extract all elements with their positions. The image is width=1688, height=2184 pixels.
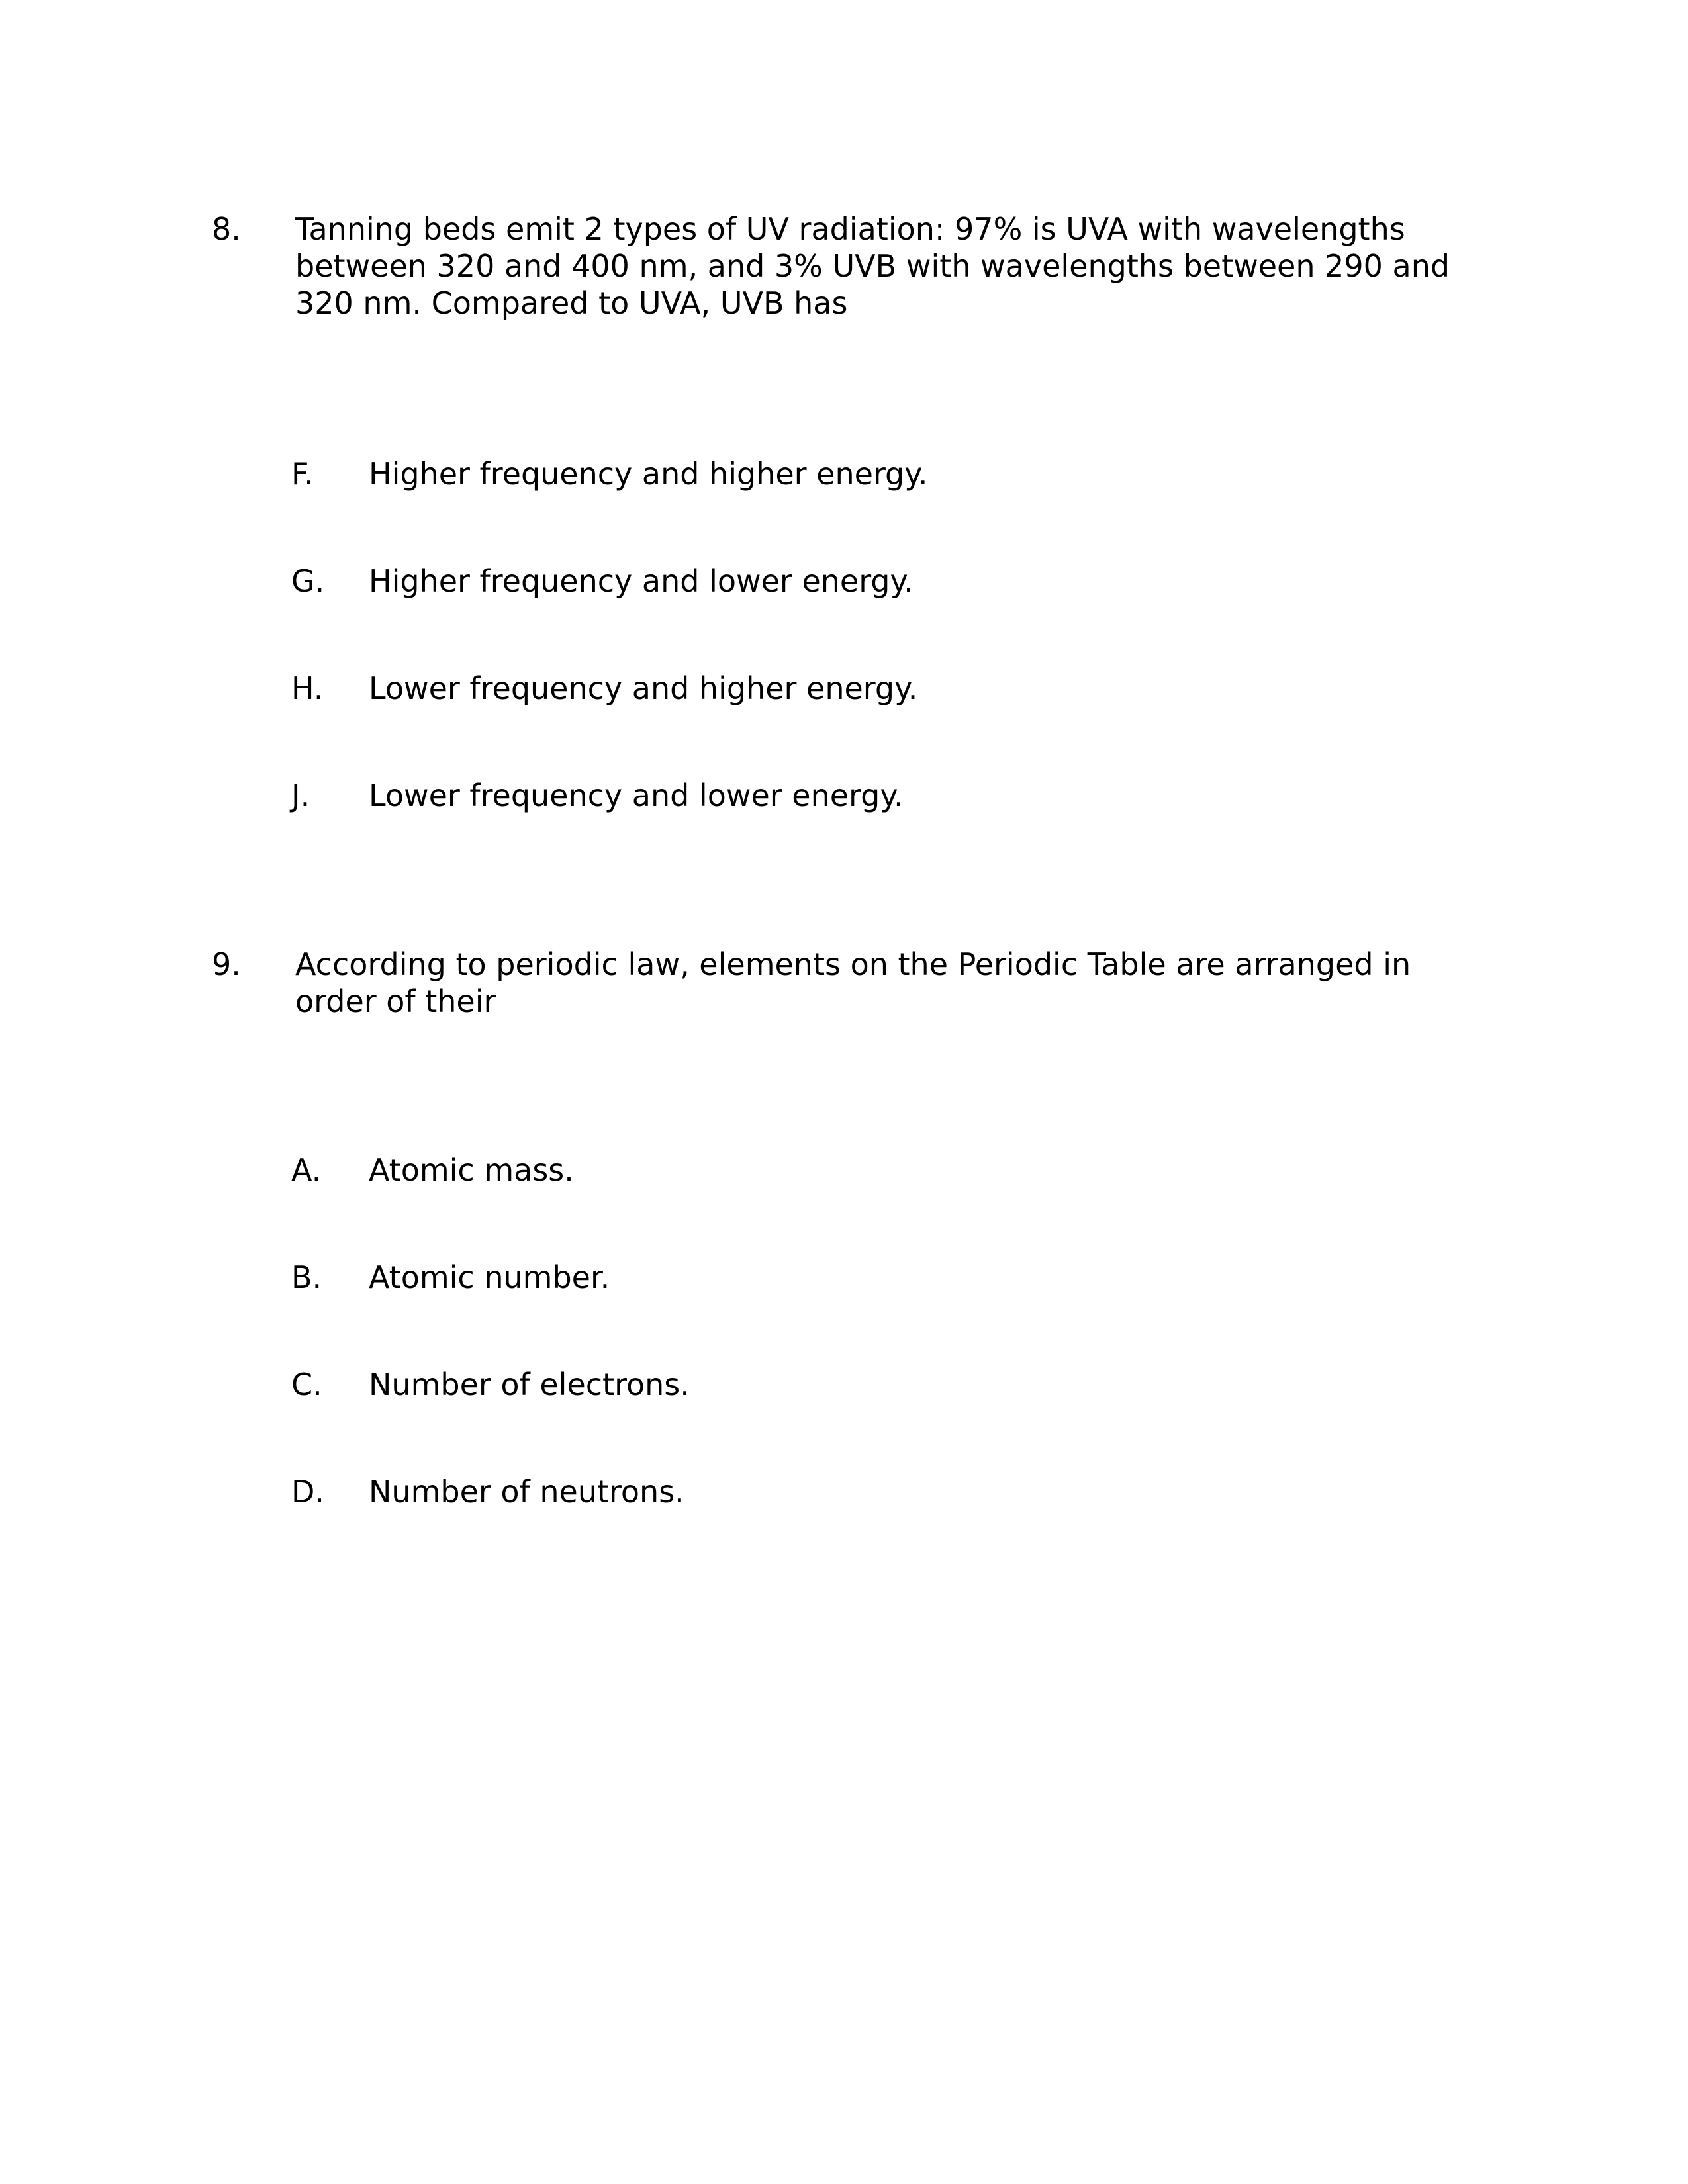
answer-choice-c[interactable] [0,1366,1688,1403]
choice-letter: G. [291,563,325,599]
choice-text: Atomic number. [369,1259,610,1295]
answer-choice-h[interactable] [0,670,1688,707]
answer-choice-a[interactable] [0,1152,1688,1189]
choice-letter: F. [291,456,314,492]
choice-letter: D. [291,1474,325,1510]
answer-choice-b[interactable] [0,1259,1688,1296]
choice-letter: A. [291,1152,322,1188]
choice-letter: B. [291,1259,322,1295]
choice-text: Higher frequency and higher energy. [369,456,928,492]
choice-letter: C. [291,1367,322,1402]
question-text: Tanning beds emit 2 types of UV radiation: 97% is UVA with wavelengths between 320 and 400 nm, and 3% UVB with wavelengths between 290 and 320 nm. Compared to UVA, UVB has [295,211,1450,321]
choice-text: Number of neutrons. [369,1474,684,1510]
choice-text: Higher frequency and lower energy. [369,563,914,599]
choice-text: Lower frequency and lower energy. [369,778,904,813]
choice-letter: H. [291,670,324,706]
choice-text: Lower frequency and higher energy. [369,670,918,706]
choice-letter: J. [291,778,310,813]
answer-choice-d[interactable] [0,1473,1688,1510]
question-number: 9. [212,946,241,982]
choice-text: Atomic mass. [369,1152,574,1188]
question-number: 8. [212,211,241,247]
question-text: According to periodic law, elements on the Periodic Table are arranged in order of their [295,946,1411,1019]
choice-text: Number of electrons. [369,1367,690,1402]
answer-choice-f[interactable] [0,455,1688,492]
answer-choice-j[interactable] [0,777,1688,814]
answer-choice-g[interactable] [0,563,1688,600]
